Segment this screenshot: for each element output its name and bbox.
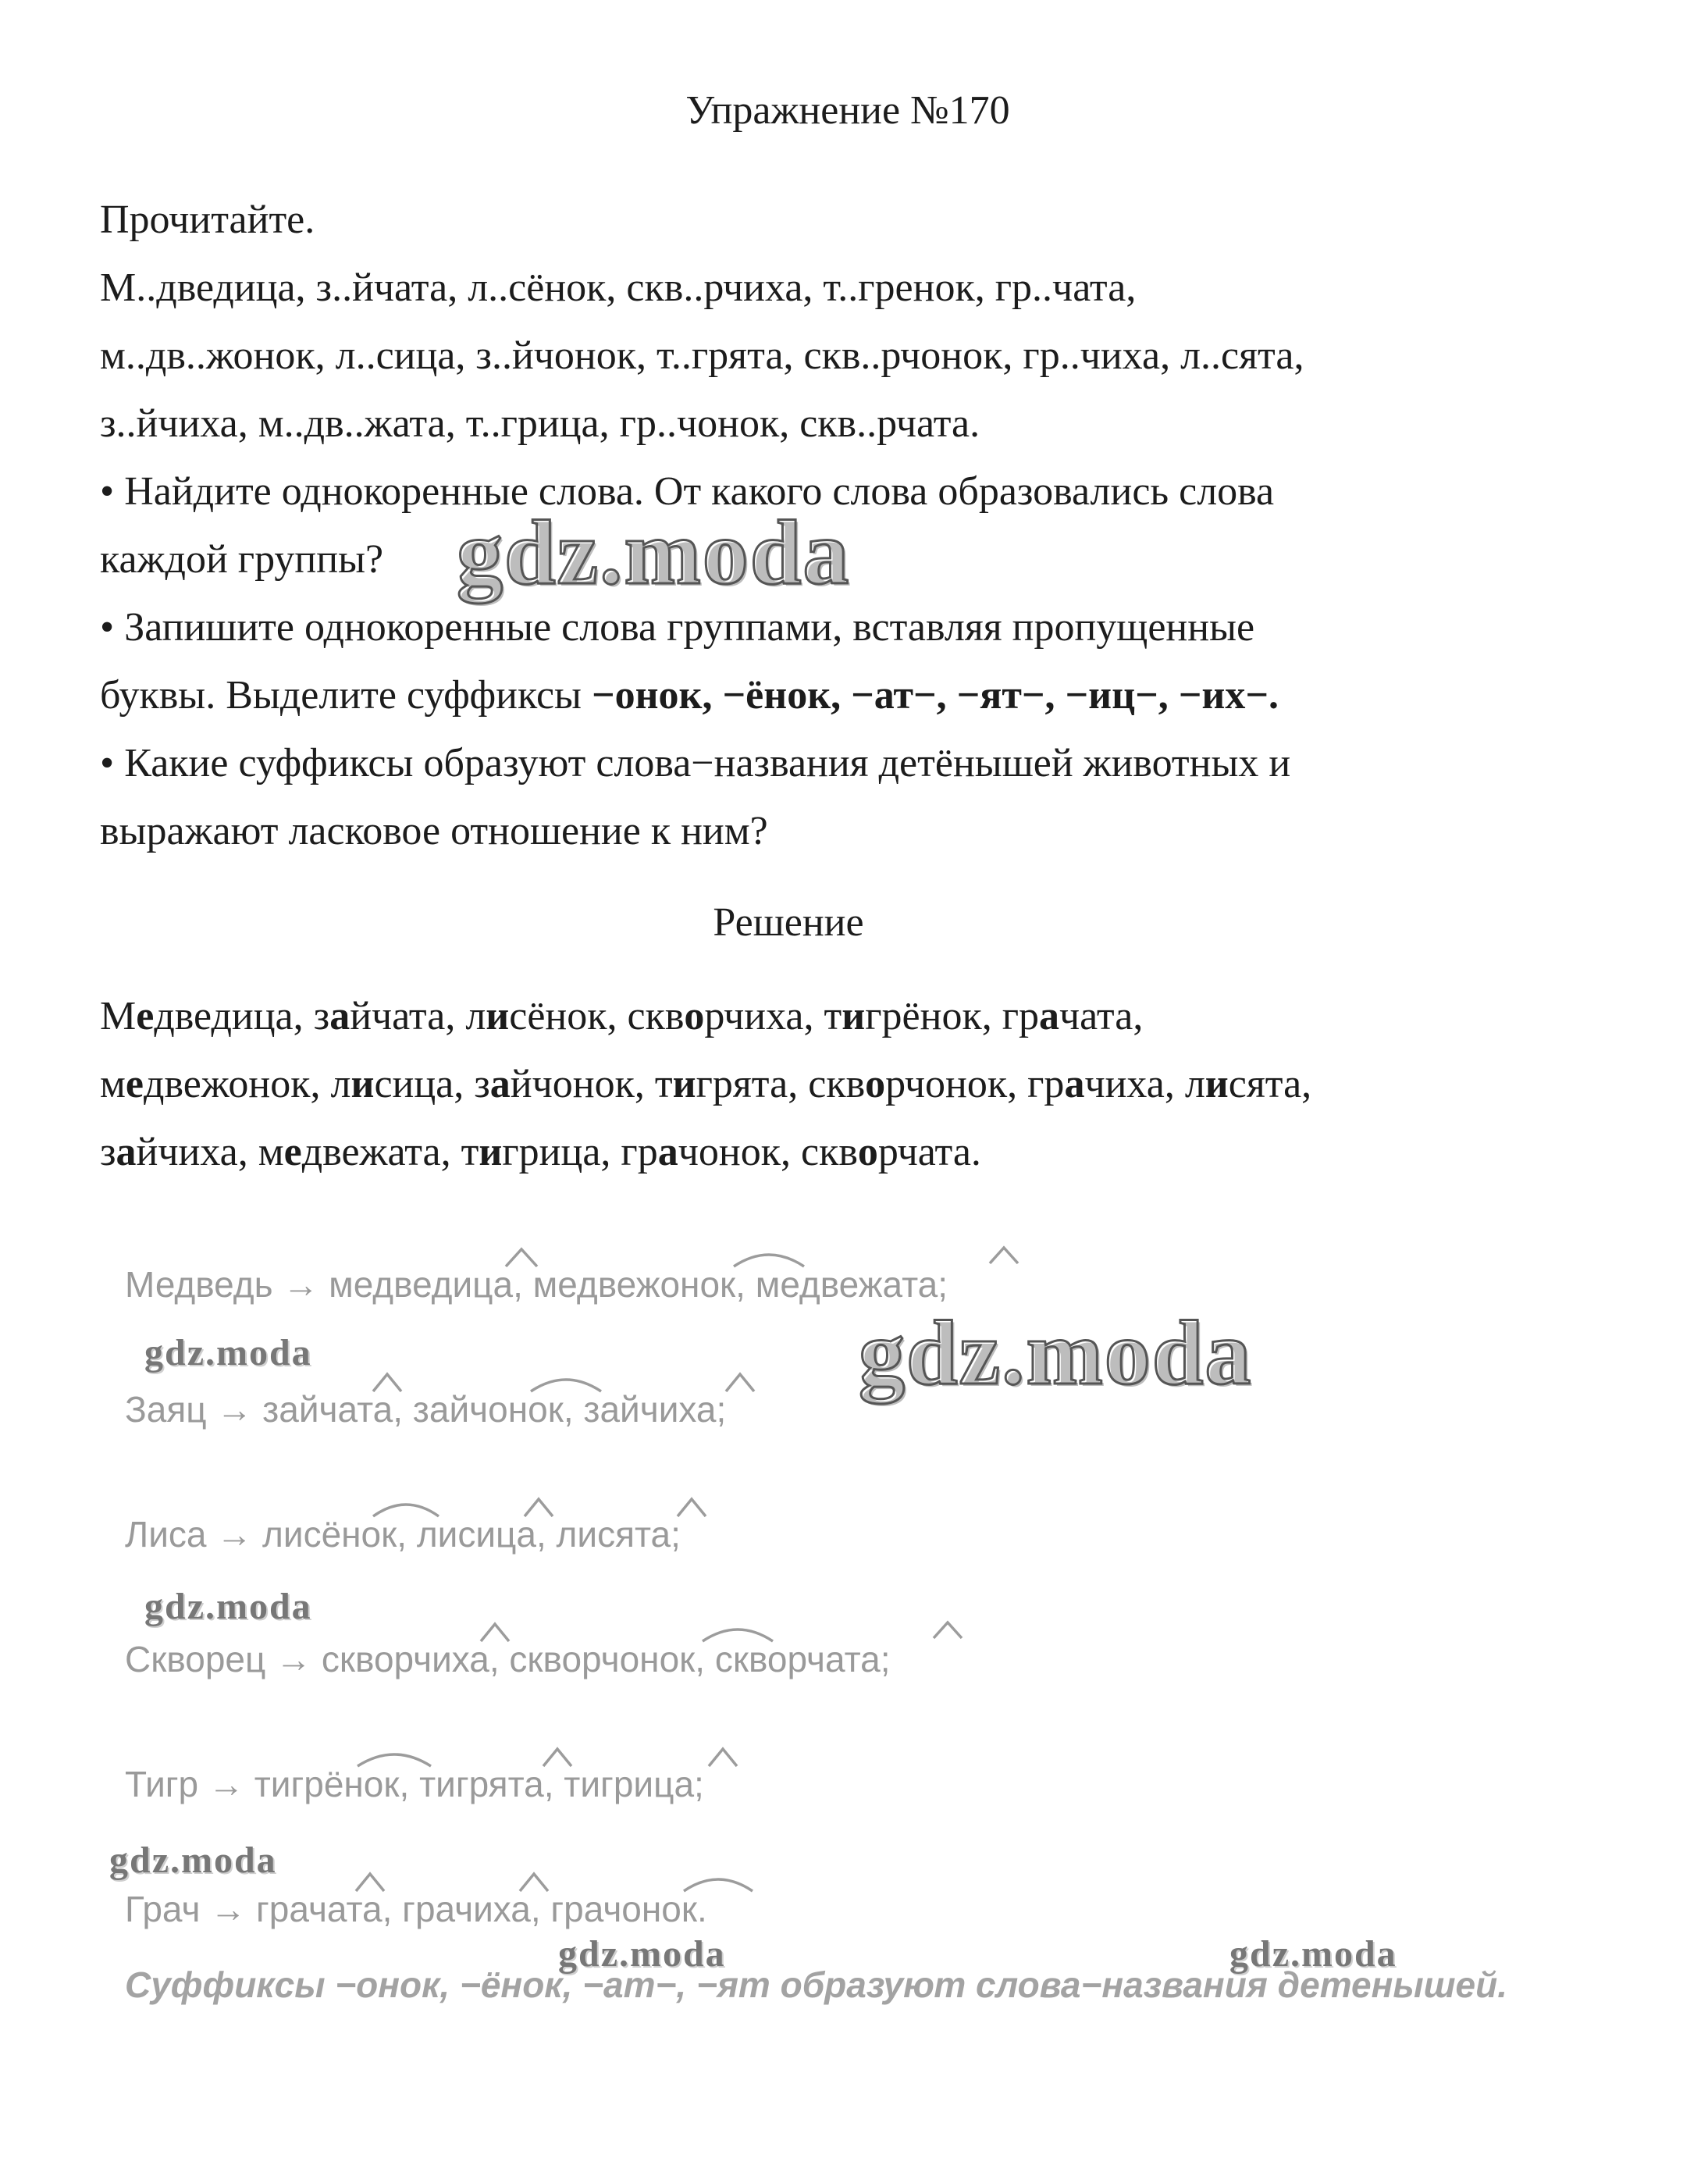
watermark: gdz.moda [144,1332,312,1373]
answer-fragment: грица, гр [502,1130,658,1174]
answer-fragment: йчонок, т [510,1062,673,1106]
answer-fragment: дведица, з [154,994,330,1038]
watermark: gdz.moda [859,1302,1253,1404]
answer-fragment: м [100,1062,126,1106]
answer-fragment: М [100,994,137,1038]
solution-heading: Решение [713,900,864,945]
group-fox: Лиса → лисёнок, лисица, лисята; [125,1514,681,1555]
watermark: gdz.moda [109,1840,277,1881]
inserted-letter: а [1064,1062,1085,1106]
answer-fragment: сята, [1228,1062,1312,1106]
inserted-letter: о [857,1130,878,1174]
answer-fragment: рчата. [877,1130,981,1174]
task-line: • Запишите однокоренные слова группами, вставляя пропущенные [100,605,1255,650]
watermark: gdz.moda [558,1933,726,1975]
task-line: Прочитайте. [100,198,315,242]
answer-fragment: сёнок, скв [509,994,685,1038]
group-rook: Грач → грачата, грачиха, грачонок. [125,1889,707,1929]
task-line: • Найдите однокоренные слова. От какого слова образовались слова [100,469,1275,514]
task-line: выражают ласковое отношение к ним? [100,809,768,853]
inserted-letter: о [684,994,705,1038]
inserted-letter: и [842,994,866,1038]
inserted-letter: и [350,1062,375,1106]
inserted-letter: е [125,1062,144,1106]
answer-fragment: грёнок, гр [865,994,1040,1038]
task-line: • Какие суффиксы образуют слова−названия детёнышей животных и [100,741,1291,785]
inserted-letter: и [486,994,510,1038]
inserted-letter: о [865,1062,886,1106]
inserted-letter: а [329,994,350,1038]
task-line: М..дведица, з..йчата, л..сёнок, скв..рчиха, т..гренок, гр..чата, [100,265,1137,310]
answer-fragment: двежата, т [301,1130,479,1174]
task-line: м..дв..жонок, л..сица, з..йчонок, т..грята, скв..рчонок, гр..чиха, л..сята, [100,333,1304,378]
watermark: gdz.moda [1229,1933,1397,1975]
inserted-letter: и [479,1130,503,1174]
inserted-letter: а [489,1062,511,1106]
answer-fragment: чиха, л [1084,1062,1205,1106]
answer-fragment: рчиха, т [704,994,842,1038]
answer-fragment: грята, скв [696,1062,866,1106]
inserted-letter: а [657,1130,678,1174]
answer-fragment: з [100,1130,116,1174]
inserted-letter: и [1204,1062,1229,1106]
answer-fragment: двежонок, л [144,1062,351,1106]
answer-fragment: рчонок, гр [885,1062,1065,1106]
answer-fragment: чонок, скв [678,1130,858,1174]
answer-fragment: йчиха, м [136,1130,284,1174]
answer-fragment: чата, [1059,994,1144,1038]
task-line: каждой группы? [100,537,384,582]
group-bear: Медведь → медведица, медвежонок, медвежата; [125,1264,948,1305]
watermark: gdz.moda [144,1586,312,1627]
exercise-title: Упражнение №170 [685,88,1010,133]
inserted-letter: е [136,994,155,1038]
suffix-list: −онок, −ёнок, −ат−, −ят−, −иц−, −их−. [591,673,1279,718]
inserted-letter: е [283,1130,302,1174]
inserted-letter: а [116,1130,137,1174]
task-line: з..йчиха, м..дв..жата, т..грица, гр..чонок, скв..рчата. [100,401,980,446]
conclusion-text: Суффиксы −онок, −ёнок, −ат−, −ят образуют слова−названия детенышей. [125,1964,1507,2005]
group-starling: Скворец → скворчиха, скворчонок, скворчата; [125,1639,891,1679]
answer-fragment: сица, з [374,1062,490,1106]
task-line-suffixes: буквы. Выделите суффиксы −онок, −ёнок, −ат−, −ят−, −иц−, −их−. [100,673,1279,718]
group-hare: Заяц → зайчата, зайчонок, зайчиха; [125,1389,727,1430]
group-tiger: Тигр → тигрёнок, тигрята, тигрица; [125,1764,704,1804]
inserted-letter: и [672,1062,696,1106]
answer-fragment: йчата, л [350,994,486,1038]
inserted-letter: а [1039,994,1060,1038]
watermark: gdz.moda [457,501,851,604]
